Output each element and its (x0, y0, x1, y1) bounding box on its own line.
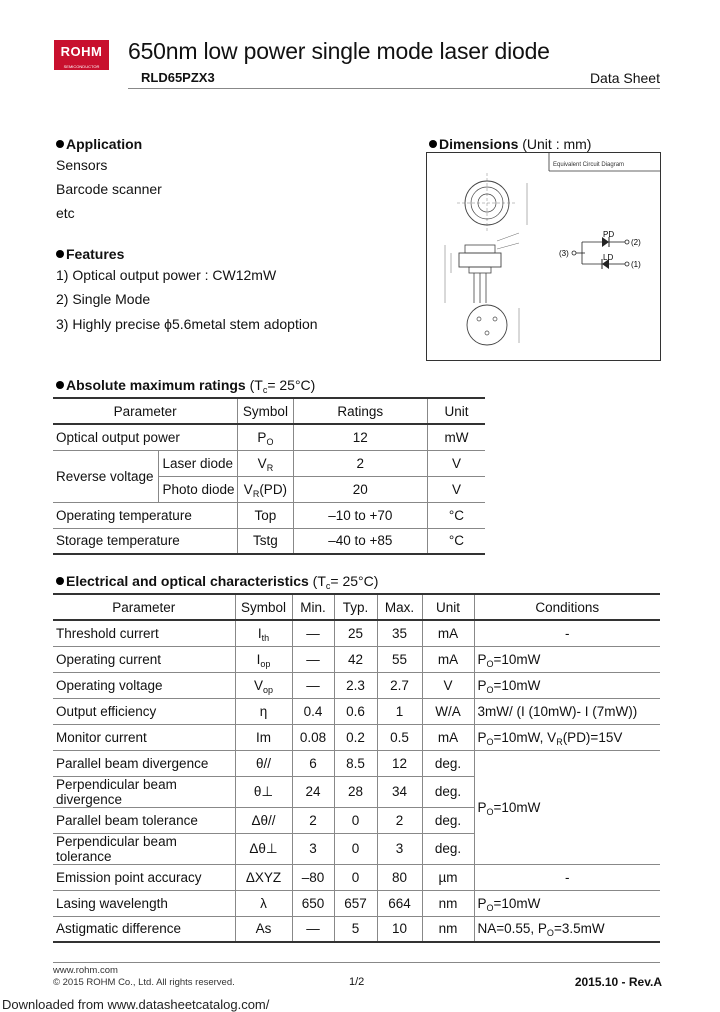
min-cell: 0.4 (292, 698, 334, 724)
col-header: Typ. (334, 594, 377, 620)
typ-cell: 25 (334, 620, 377, 646)
bullet-icon (56, 381, 64, 389)
footer-rule (53, 962, 660, 963)
col-header: Symbol (238, 398, 294, 424)
bullet-icon (429, 140, 437, 148)
bullet-icon (56, 140, 64, 148)
min-cell: 2 (292, 807, 334, 833)
sub-param-cell: Photo diode (159, 476, 238, 502)
col-header: Symbol (235, 594, 292, 620)
symbol-cell: $I_{op}$ (235, 646, 292, 672)
param-cell: Perpendicular beam divergence (53, 776, 235, 807)
bullet-icon (56, 577, 64, 585)
pin-2-label: (2) (631, 238, 641, 247)
symbol-cell: θ// (235, 750, 292, 776)
application-item: Barcode scanner (56, 181, 162, 197)
table-row (53, 528, 485, 554)
table-row (53, 724, 660, 750)
table-row (53, 424, 485, 450)
table-row (53, 750, 660, 776)
min-cell: 6 (292, 750, 334, 776)
table-row (53, 890, 660, 916)
rating-cell: 20 (293, 476, 427, 502)
symbol-cell: $I_{th}$ (235, 620, 292, 646)
page-title: 650nm low power single mode laser diode (128, 38, 550, 64)
min-cell: 24 (292, 776, 334, 807)
cond-cell: - (474, 864, 660, 890)
rating-cell: 12 (293, 424, 427, 450)
download-link[interactable]: Downloaded from www.datasheetcatalog.com/ (2, 997, 270, 1012)
max-cell: 55 (377, 646, 422, 672)
unit-cell: V (422, 672, 474, 698)
abs-max-table (53, 397, 485, 555)
feature-item: 1) Optical output power : CW12mW (56, 267, 277, 283)
max-cell: 2 (377, 807, 422, 833)
rating-cell: –10 to +70 (293, 502, 427, 528)
min-cell: — (292, 672, 334, 698)
doc-type: Data Sheet (589, 70, 660, 86)
min-cell: –80 (292, 864, 334, 890)
param-cell: Threshold currert (53, 620, 235, 646)
param-cell: Monitor current (53, 724, 235, 750)
param-cell: Emission point accuracy (53, 864, 235, 890)
logo-text: ROHM (60, 44, 103, 59)
typ-cell: 0.2 (334, 724, 377, 750)
features-heading: Features (56, 246, 124, 262)
col-header: Max. (377, 594, 422, 620)
col-header: Conditions (474, 594, 660, 620)
unit-cell: nm (422, 916, 474, 942)
typ-cell: 42 (334, 646, 377, 672)
unit-cell: mA (422, 620, 474, 646)
dimensions-drawing (426, 152, 661, 361)
max-cell: 35 (377, 620, 422, 646)
header-rule (128, 88, 660, 89)
param-cell: Operating temperature (53, 502, 238, 528)
typ-cell: 0 (334, 807, 377, 833)
symbol-cell: $V_R$ (238, 450, 294, 476)
pin-1-label: (1) (631, 260, 641, 269)
ld-label: LD (603, 253, 614, 262)
typ-cell: 0.6 (334, 698, 377, 724)
typ-cell: 2.3 (334, 672, 377, 698)
cond-cell: $P_O=10mW$, $V_R(PD)=15V$ (474, 724, 660, 750)
package-drawing (427, 153, 660, 360)
col-header: Min. (292, 594, 334, 620)
application-heading: Application (56, 136, 142, 152)
param-cell: Optical output power (53, 424, 238, 450)
unit-cell: µm (422, 864, 474, 890)
unit-cell: V (427, 450, 485, 476)
footer-url[interactable]: www.rohm.com (53, 965, 118, 976)
min-cell: — (292, 620, 334, 646)
col-header: Unit (422, 594, 474, 620)
feature-item: 3) Highly precise ϕ5.6metal stem adoption (56, 316, 318, 332)
sub-param-cell: Laser diode (159, 450, 238, 476)
param-cell: Astigmatic difference (53, 916, 235, 942)
merged-cond-cell: $P_O=10mW$ (474, 750, 660, 864)
param-cell: Reverse voltage (53, 450, 159, 502)
param-cell: Operating voltage (53, 672, 235, 698)
table-row (53, 698, 660, 724)
symbol-cell: Δθ⊥ (235, 833, 292, 864)
cond-cell: 3mW/ (I (10mW)- I (7mW)) (474, 698, 660, 724)
cond-cell: NA=0.55, $P_O=3.5mW$ (474, 916, 660, 942)
footer-copyright: © 2015 ROHM Co., Ltd. All rights reserved. (53, 977, 235, 988)
typ-cell: 28 (334, 776, 377, 807)
unit-cell: deg. (422, 833, 474, 864)
symbol-cell: Tstg (238, 528, 294, 554)
page-number: 1/2 (349, 976, 365, 988)
rating-cell: –40 to +85 (293, 528, 427, 554)
param-cell: Output efficiency (53, 698, 235, 724)
unit-cell: mW (427, 424, 485, 450)
max-cell: 10 (377, 916, 422, 942)
rating-cell: 2 (293, 450, 427, 476)
unit-cell: deg. (422, 750, 474, 776)
cond-cell: $P_O=10mW$ (474, 890, 660, 916)
table-row (53, 916, 660, 942)
table-row (53, 502, 485, 528)
param-cell: Lasing wavelength (53, 890, 235, 916)
pd-label: PD (603, 230, 615, 239)
circuit-title: Equivalent Circuit Diagram (553, 162, 625, 168)
param-cell: Storage temperature (53, 528, 238, 554)
unit-cell: deg. (422, 776, 474, 807)
col-header: Ratings (293, 398, 427, 424)
dimensions-heading: Dimensions (Unit : mm) (429, 136, 591, 152)
typ-cell: 0 (334, 864, 377, 890)
feature-item: 2) Single Mode (56, 291, 151, 307)
typ-cell: 657 (334, 890, 377, 916)
symbol-cell: θ⊥ (235, 776, 292, 807)
max-cell: 3 (377, 833, 422, 864)
col-header: Unit (427, 398, 485, 424)
unit-cell: V (427, 476, 485, 502)
max-cell: 664 (377, 890, 422, 916)
unit-cell: °C (427, 528, 485, 554)
param-cell: Perpendicular beam tolerance (53, 833, 235, 864)
pin-3-label: (3) (559, 249, 569, 258)
unit-cell: mA (422, 724, 474, 750)
max-cell: 34 (377, 776, 422, 807)
table-row (53, 646, 660, 672)
elec-heading: Electrical and optical characteristics $(T_c= 25^\circ C)$ (56, 573, 378, 589)
table-row (53, 672, 660, 698)
symbol-cell: $P_O$ (238, 424, 294, 450)
application-item: etc (56, 205, 75, 221)
table-row (53, 864, 660, 890)
logo-subtext: SEMICONDUCTOR (63, 64, 100, 69)
unit-cell: W/A (422, 698, 474, 724)
max-cell: 0.5 (377, 724, 422, 750)
typ-cell: 5 (334, 916, 377, 942)
unit-cell: nm (422, 890, 474, 916)
unit-cell: deg. (422, 807, 474, 833)
param-cell: Operating current (53, 646, 235, 672)
col-header: Parameter (53, 594, 235, 620)
min-cell: — (292, 646, 334, 672)
max-cell: 80 (377, 864, 422, 890)
cond-cell: - (474, 620, 660, 646)
param-cell: Parallel beam divergence (53, 750, 235, 776)
symbol-cell: ΔXYZ (235, 864, 292, 890)
param-cell: Parallel beam tolerance (53, 807, 235, 833)
unit-cell: mA (422, 646, 474, 672)
elec-table (53, 593, 660, 943)
symbol-cell: Δθ// (235, 807, 292, 833)
symbol-cell: Top (238, 502, 294, 528)
application-item: Sensors (56, 157, 108, 173)
table-header-row (53, 594, 660, 620)
revision: 2015.10 - Rev.A (574, 975, 662, 989)
abs-max-heading: Absolute maximum ratings $(T_c= 25^\circ C)$ (56, 377, 315, 393)
symbol-cell: λ (235, 890, 292, 916)
symbol-cell: $V_{op}$ (235, 672, 292, 698)
table-row (53, 450, 485, 476)
col-header: Parameter (53, 398, 238, 424)
max-cell: 12 (377, 750, 422, 776)
min-cell: — (292, 916, 334, 942)
typ-cell: 0 (334, 833, 377, 864)
unit-cell: °C (427, 502, 485, 528)
max-cell: 1 (377, 698, 422, 724)
table-row (53, 620, 660, 646)
symbol-cell: As (235, 916, 292, 942)
symbol-cell: $V_R(PD)$ (238, 476, 294, 502)
part-number: RLD65PZX3 (141, 70, 215, 85)
cond-cell: $P_O=10mW$ (474, 646, 660, 672)
typ-cell: 8.5 (334, 750, 377, 776)
symbol-cell: η (235, 698, 292, 724)
min-cell: 650 (292, 890, 334, 916)
min-cell: 0.08 (292, 724, 334, 750)
bullet-icon (56, 250, 64, 258)
table-header-row (53, 398, 485, 424)
min-cell: 3 (292, 833, 334, 864)
rohm-logo (54, 40, 109, 70)
max-cell: 2.7 (377, 672, 422, 698)
symbol-cell: Im (235, 724, 292, 750)
cond-cell: $P_O=10mW$ (474, 672, 660, 698)
